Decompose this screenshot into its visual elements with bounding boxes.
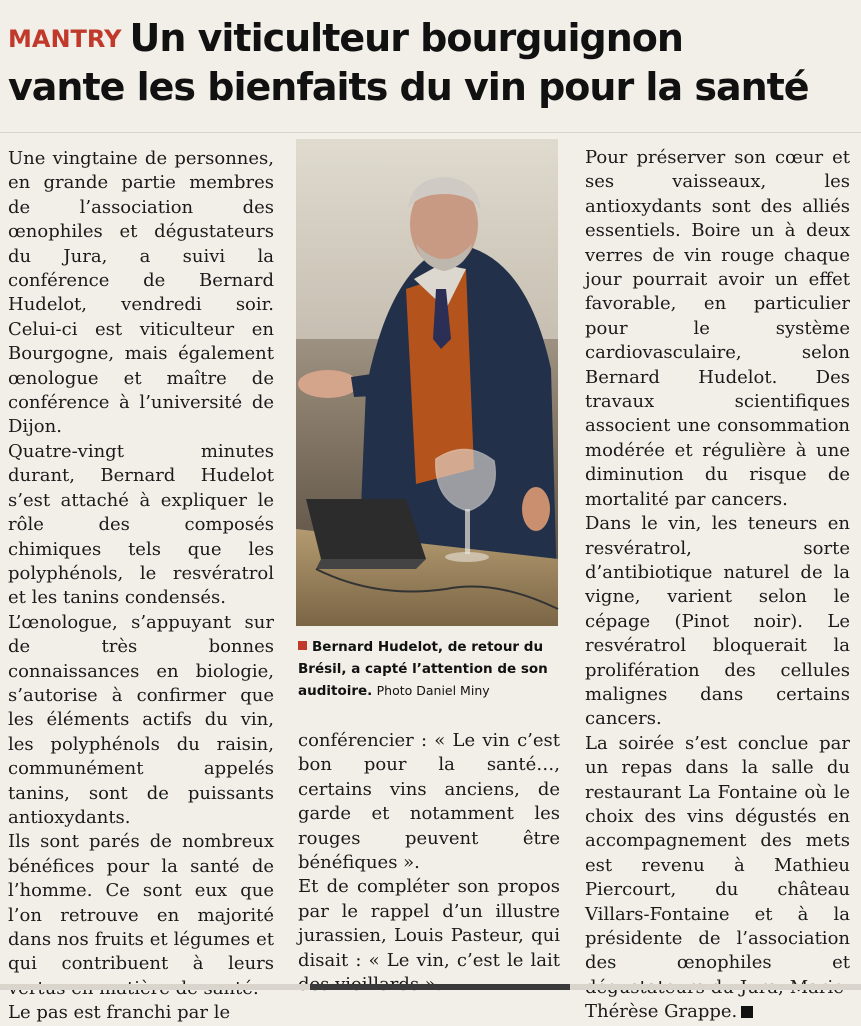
paragraph: Ils sont parés de nombreux bénéfices pour la santé de l’homme. Ce sont eux que l’on retrouve en majorité dans nos fruits et légumes et qui contribuent à leurs xyxy=(8,831,274,975)
paragraph: Dans le vin, les teneurs en resvératrol, sorte d’antibiotique naturel de la vigne, varient selon le cépage (Pinot noir). Le resvératrol bloquerait la prolifération des cellules malignes dans certains cancers. xyxy=(585,513,850,730)
paragraph: Une vingtaine de personnes, en grande partie membres de l’association des œnophiles et dégustateurs du Jura, a suivi la conférence de Bernard Hudelot, vendredi soir. Celui-ci est viticulteur en Bourgogne, mais également œnologue et maître de conférence à l’université de Dijon. xyxy=(8,148,274,438)
article-column-1 xyxy=(8,147,274,1026)
paragraph: Quatre-vingt minutes durant, Bernard Hudelot s’est attaché à expliquer le rôle des composés chimiques tels que les polyphénols, le resvératrol et les tanins condensés. xyxy=(8,440,274,609)
bottom-edge-dark xyxy=(310,984,570,990)
paragraph: Le pas est franchi par le xyxy=(8,1002,231,1024)
kicker: MANTRY xyxy=(8,25,122,53)
headline xyxy=(8,14,828,111)
photo-caption xyxy=(298,636,560,702)
caption-bullet-icon xyxy=(298,641,307,650)
paragraph xyxy=(585,732,850,1025)
paragraph-text: La soirée s’est conclue par un repas dans la salle du restaurant La Fontaine où le choix des vins dégustés en accompagnement des mets est revenu à Mathieu Piercourt, du château Villars-Fontaine et à la présidente de l’association des œnophiles et Thérèse Grappe. xyxy=(585,732,850,1023)
speaker-photo-illustration xyxy=(296,139,558,626)
article-column-3 xyxy=(585,146,850,1025)
header-rule xyxy=(0,132,861,133)
article-photo xyxy=(296,139,558,626)
headline-text-1: Un viticulteur bourguignon xyxy=(129,16,683,60)
paragraph: Et de compléter son propos par le rappel d’un illustre jurassien, Louis Pasteur, qui disait : « Le vin, c’est le lait xyxy=(298,876,560,971)
caption-text: Bernard Hudelot, de retour du Brésil, a capté l’attention de son auditoire. xyxy=(298,639,548,699)
paragraph: L’œnologue, s’appuyant sur de très bonnes connaissances en biologie, s’autorise à confirmer que les éléments actifs du vin, les polyphénols du raisin, communément appelés tanins, sont de puissants antioxydants. xyxy=(8,611,274,828)
headline-line-2: vante les bienfaits du vin pour la santé xyxy=(8,65,809,109)
headline-line-1 xyxy=(8,14,828,63)
end-of-article-icon xyxy=(741,1006,753,1018)
photo-credit: Photo Daniel Miny xyxy=(376,683,490,698)
paragraph: conférencier : « Le vin c’est bon pour la santé…, certains vins anciens, de garde et notamment les rouges peuvent être bénéfiques ». xyxy=(298,730,560,874)
paragraph: Pour préserver son cœur et ses vaisseaux, les antioxydants sont des alliés essentiels. Boire un à deux verres de vin rouge chaque jour pourrait avoir un effet favorable, en particulier pour le système cardiovasculaire, selon Bernard Hudelot. Des travaux scientifiques associent une consommation modérée et régulière à une diminution du risque de mortalité par cancers. xyxy=(585,147,850,510)
article-column-2 xyxy=(298,729,560,997)
